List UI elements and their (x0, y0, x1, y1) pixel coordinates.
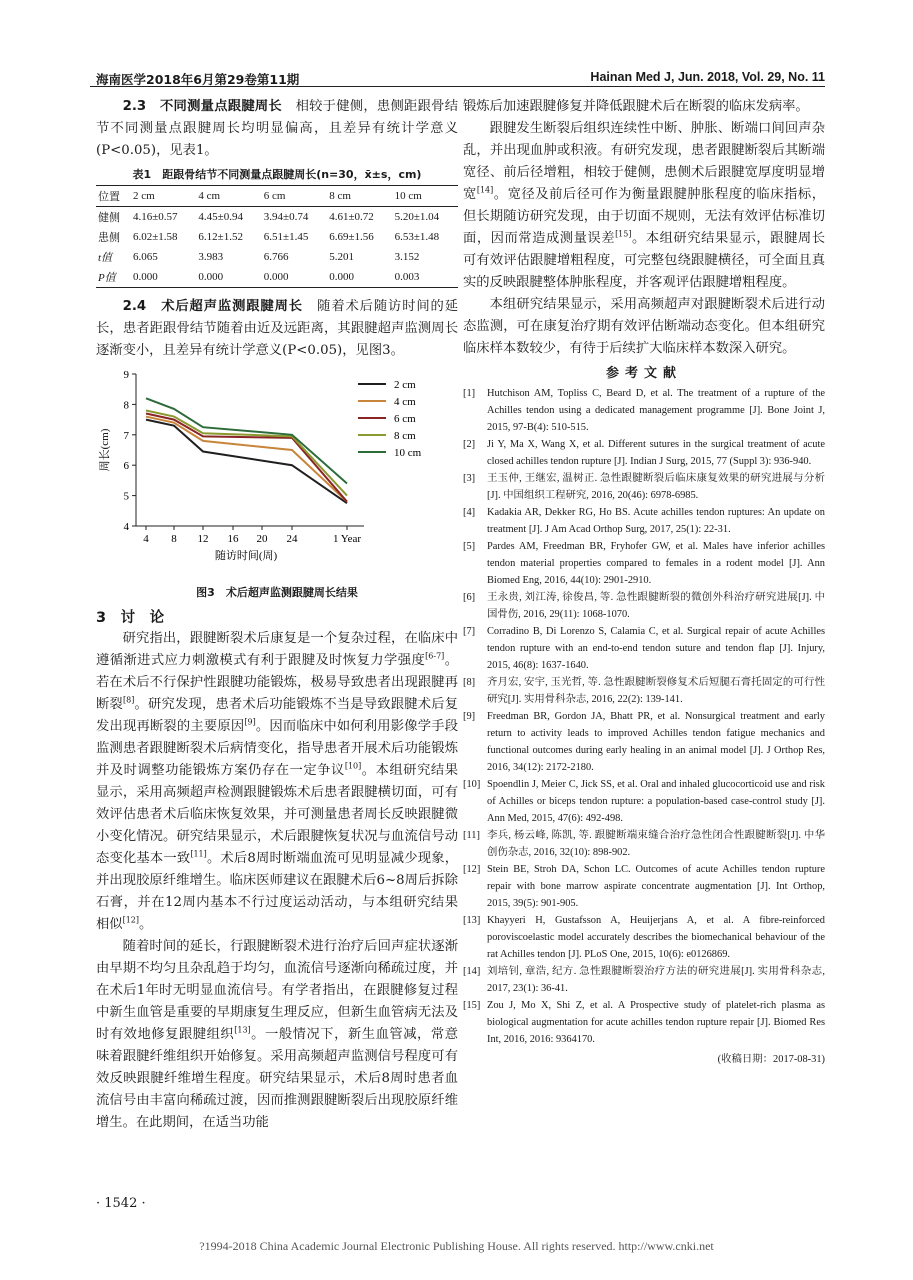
reference-text: Hutchison AM, Topliss C, Beard D, et al. The treatment of a rupture of the Achilles tendon using a dedicated management programme [J]. Bone Joint J, 2015, 97-B(4): 510-515. (487, 388, 825, 433)
section-2-3 (96, 96, 458, 162)
reference-text: Kadakia AR, Dekker RG, Ho BS. Acute achilles tendon ruptures: An update on treatment [J]. J Am Acad Orthop Surg, 2017, 25(1): 22-31. (487, 507, 825, 535)
discussion-paragraph-3 (463, 118, 825, 294)
reference-number: [14] (463, 966, 481, 977)
references-title: 参考文献 (605, 366, 682, 381)
table-cell: 0.000 (262, 267, 327, 288)
table-cell: 3.152 (394, 251, 420, 263)
x-tick-label: 12 (197, 533, 209, 545)
y-tick-label: 7 (123, 429, 129, 442)
x-axis-label: 随访时间(周) (214, 550, 278, 562)
y-tick-label: 6 (123, 460, 129, 473)
reference-text: Pardes AM, Freedman BR, Fryhofer GW, et al. Males have inferior achilles tendon material properties compared to females in a rodent model [J]. Ann Biomed Eng, 2016, 44(10): 2901-2910. (487, 541, 825, 586)
reference-number: [11] (463, 830, 480, 841)
reference-text: 齐月宏, 安宇, 玉光哲, 等. 急性跟腱断裂修复术后短腿石膏托固定的可行性研究[J]. 实用骨科杂志, 2016, 22(2): 139-141. (487, 677, 825, 705)
discussion-paragraph-4: 本组研究结果显示，采用高频超声对跟腱断裂术后进行动态监测，可在康复治疗期有效评估断端动态变化。但本组研究临床样本数较少，有待于后续扩大临床样本数深入研究。 (463, 297, 825, 356)
table-cell: 6.51±1.45 (263, 231, 309, 243)
legend-label: 2 cm (394, 379, 416, 391)
text-run: 。 (139, 917, 153, 932)
reference-text: Stein BE, Stroh DA, Schon LC. Outcomes of acute Achilles tendon rupture repair with bone marrow aspirate concentrate augmentation [J]. Int Orthop, 2015, 39(5): 901-905. (487, 864, 825, 909)
citation: [8] (122, 695, 135, 705)
reference-number: [7] (463, 626, 476, 637)
reference-item (463, 963, 825, 997)
reference-item (463, 708, 825, 776)
reference-text: 王永贵, 刘江涛, 徐俊昌, 等. 急性跟腱断裂的微创外科治疗研究进展[J]. 中国骨伤, 2016, 29(11): 1068-1070. (487, 592, 825, 620)
table-header-cell: 4 cm (196, 186, 261, 207)
reference-item (463, 589, 825, 623)
reference-text: 王玉仲, 王继宏, 温树正. 急性跟腱断裂后临床康复效果的研究进展与分析[J]. 中国组织工程研究, 2016, 20(46): 6978-6985. (487, 473, 825, 501)
discussion-paragraph-2 (96, 936, 458, 1134)
reference-item (463, 504, 825, 538)
y-tick-label: 5 (123, 490, 129, 503)
text-run: 。术后8周时断端血流可见明显减少现象，并出现胶原纤维增生。临床医师建议在跟腱术后6~8周后拆除石膏，并在12周内基本不行过度运动活动，与本组研究结果相似 (96, 851, 458, 932)
section-2-4-heading: 2.4 术后超声监测跟腱周长 (122, 299, 303, 314)
citation: [11] (190, 849, 207, 859)
text-run: 。一般情况下，新生血管减，常意味着跟腱纤维组织开始修复。采用高频超声监测信号程度可有效反映跟腱纤维增生程度。研究结果显示，术后8周时患者血流信号由丰富向稀疏过渡，因而推测跟腱断裂后出现胶原纤维增生。在此期间，在适当功能 (96, 1027, 459, 1130)
x-tick-label: 1 Year (332, 533, 362, 545)
reference-text: Ji Y, Ma X, Wang X, et al. Different sutures in the surgical treatment of acute closed achilles tendon rupture [J]. Indian J Surg, 2015, 77 (Suppl 3): 936-940. (487, 439, 825, 467)
series-line-2cm (146, 420, 347, 504)
reference-text: 李兵, 杨云峰, 陈凯, 等. 跟腱断端束缝合治疗急性闭合性跟腱断裂[J]. 中华创伤杂志, 2016, 32(10): 898-902. (487, 830, 825, 858)
x-tick-label: 24 (286, 533, 298, 545)
legend-label: 6 cm (394, 413, 416, 425)
citation: [6-7] (425, 651, 445, 661)
reference-number: [9] (463, 711, 476, 722)
reference-number: [5] (463, 541, 476, 552)
table-cell: 4.61±0.72 (329, 211, 374, 223)
reference-number: [13] (463, 915, 481, 926)
table-cell: t值 (98, 252, 113, 264)
table-header-cell: 位置 (96, 186, 131, 207)
reference-number: [3] (463, 473, 476, 484)
citation: [9] (244, 717, 256, 727)
table-cell: 6.53±1.48 (394, 231, 440, 243)
citation: [14] (476, 185, 494, 195)
table-cell: 3.983 (198, 251, 224, 263)
reference-text: Khayyeri H, Gustafsson A, Heuijerjans A, et al. A fibre-reinforced poroviscoelastic model accurately describes the biomechanical behaviour of the rat Achilles tendon [J]. PLoS One, 2015, 10(6): e0126869. (487, 915, 825, 960)
text-run: 。本组研究结果显示，跟腱周长可有效评估跟腱增粗程度，可完整包绕跟腱横径，可全面且真实的反映跟腱整体肿胀程度，并客观评估跟腱增粗程度。 (463, 231, 826, 290)
reference-item (463, 470, 825, 504)
y-tick-label: 4 (123, 521, 129, 533)
table-header-cell: 2 cm (131, 186, 196, 207)
reference-item (463, 623, 825, 674)
figure-3-caption: 图3 术后超声监测跟腱周长结果 (196, 586, 358, 599)
reference-list (463, 385, 825, 1048)
table-cell: 0.000 (131, 267, 196, 288)
reference-number: [1] (463, 388, 476, 399)
section-3-heading: 3 讨 论 (96, 610, 165, 626)
table-cell: 4.45±0.94 (198, 211, 243, 223)
reference-item (463, 674, 825, 708)
citation: [10] (344, 761, 362, 771)
table-cell: 6.02±1.58 (133, 231, 178, 243)
table-cell: 3.94±0.74 (263, 211, 309, 223)
reference-number: [6] (463, 592, 476, 603)
citation: [12] (122, 915, 140, 925)
table-cell: 6.69±1.56 (329, 231, 374, 243)
journal-header-left: 海南医学2018年6月第29卷第11期 (96, 72, 300, 87)
reference-item (463, 385, 825, 436)
citation: [13] (234, 1025, 251, 1035)
table-cell: P值 (96, 267, 131, 288)
reference-number: [12] (463, 864, 481, 875)
y-axis-label: 周长(cm) (99, 428, 111, 472)
table-header-cell: 8 cm (327, 186, 392, 207)
reference-number: [10] (463, 779, 481, 790)
table-header-cell: 10 cm (393, 186, 458, 207)
reference-item (463, 997, 825, 1048)
table-row (96, 207, 458, 228)
reference-text: Spoendlin J, Meier C, Jick SS, et al. Oral and inhaled glucocorticoid use and risk of Achilles or biceps tendon rupture: a population-based case-control study [J]. Ann Med, 2015, 47(6): 492-498. (487, 779, 825, 824)
reference-number: [8] (463, 677, 476, 688)
reference-number: [15] (463, 1000, 481, 1011)
text-run: 。若在术后不行保护性跟腱功能锻炼，极易导致患者出现跟腱再断裂 (96, 653, 459, 712)
section-2-4 (96, 296, 458, 362)
series-line-10cm (146, 398, 347, 483)
reference-item (463, 861, 825, 912)
left-column (96, 96, 458, 1134)
legend-label: 10 cm (394, 447, 422, 459)
header-rule (90, 86, 825, 87)
x-tick-label: 20 (256, 533, 268, 545)
reference-number: [2] (463, 439, 476, 450)
reference-item (463, 827, 825, 861)
table-cell: 5.201 (329, 251, 354, 263)
table-1-caption: 表1 距跟骨结节不同测量点跟腱周长(n=30，x̄±s，cm) (132, 168, 422, 181)
reference-item (463, 436, 825, 470)
reference-text: Zou J, Mo X, Shi Z, et al. A Prospective study of platelet-rich plasma as biological augmentation for acute achilles tendon rupture repair [J]. Biomed Res Int, 2016, 2016: 9364170. (487, 1000, 825, 1045)
table-1 (96, 185, 458, 288)
reference-number: [4] (463, 507, 476, 518)
table-header-cell: 6 cm (262, 186, 327, 207)
text-run: 。因而临床中如何利用影像学手段监测患者跟腱断裂术后病情变化，指导患者开展术后功能锻炼并及时调整功能锻炼方案仍存在一定争议 (96, 719, 459, 778)
page-number: · 1542 · (96, 1196, 146, 1211)
y-tick-label: 8 (123, 399, 129, 412)
reference-text: 刘培钊, 章浩, 纪方. 急性跟腱断裂治疗方法的研究进展[J]. 实用骨科杂志, 2017, 23(1): 36-41. (487, 966, 825, 994)
citation: [15] (615, 229, 632, 239)
copyright-footer: ?1994-2018 China Academic Journal Electronic Publishing House. All rights reserved. http://www.cnki.net (199, 1239, 714, 1253)
reference-text: Corradino B, Di Lorenzo S, Calamia C, et al. Surgical repair of acute Achilles tendon rupture with an end-to-end tendon suture and tendon flap [J]. Injury, 2015, 46(8): 1637-1640. (487, 626, 825, 671)
text-run: 研究指出，跟腱断裂术后康复是一个复杂过程，在临床中遵循渐进式应力刺激模式有利于跟腱及时恢复力学强度 (96, 631, 458, 668)
line-chart (96, 366, 458, 584)
table-cell: 0.003 (393, 267, 458, 288)
discussion-paragraph-1 (96, 628, 458, 936)
table-row (96, 227, 458, 247)
section-2-3-text: 相较于健侧，患侧距跟骨结节不同测量点跟腱周长均明显偏高，且差异有统计学意义(P<0.05)，见表1。 (96, 99, 459, 158)
text-run: 随着时间的延长，行跟腱断裂术进行治疗后回声症状逐渐由早期不均匀且杂乱趋于均匀，血流信号逐渐向稀疏过度，并在术后1年时无明显血流信号。有学者指出，在跟腱修复过程中新生血管是重要的早期康复生理反应，但新生血管病无法及时有效地修复跟腱组织 (96, 939, 458, 1042)
text-run: 。本组研究结果显示，采用高频超声检测跟腱锻炼术后患者跟腱横切面，可有效评估患者术后临床恢复效果，并可测量患者周长反映跟腱微小变化情况。研究结果显示，术后跟腱恢复状况与血流信号动态变化基本一致 (96, 763, 459, 866)
reference-text: Freedman BR, Gordon JA, Bhatt PR, et al. Nonsurgical treatment and early return to activity leads to improved Achilles tendon fatigue mechanics and functional outcomes during early healing in an animal model [J]. J Orthop Res, 2016, 34(12): 2172-2180. (487, 711, 825, 773)
text-run: 。宽径及前后径可作为衡量跟腱肿胀程度的临床指标，但长期随访研究发现，由于切面不规则，无法有效评估标准切面，因而常造成测量误差 (463, 187, 826, 246)
received-date: (收稿日期：2017-08-31) (717, 1054, 825, 1065)
section-2-3-heading: 2.3 不同测量点跟腱周长 (122, 99, 282, 114)
x-tick-label: 4 (143, 533, 149, 545)
y-tick-label: 9 (123, 369, 129, 381)
section-2-4-text: 随着术后随访时间的延长，患者距跟骨结节随着由近及远距离，其跟腱超声监测周长逐渐变小，且差异有统计学意义(P<0.05)，见图3。 (96, 299, 459, 358)
reference-item (463, 912, 825, 963)
table-cell: 患侧 (98, 232, 120, 244)
legend-label: 4 cm (394, 396, 416, 408)
x-tick-label: 16 (227, 533, 239, 545)
right-column (463, 96, 825, 1065)
table-header-row (96, 186, 458, 207)
text-run: 跟腱发生断裂后组织连续性中断、肿胀、断端口间回声杂乱，并出现血肿或积液。有研究发现，患者跟腱断裂后其断端宽径、前后径增粗，相较于健侧，患侧术后跟腱宽厚度明显增宽 (463, 121, 825, 202)
reference-item (463, 776, 825, 827)
table-row (96, 247, 458, 267)
table-cell: 4.16±0.57 (133, 211, 178, 223)
table-row (96, 267, 458, 288)
journal-header-right: Hainan Med J, Jun. 2018, Vol. 29, No. 11 (590, 70, 825, 84)
discussion-paragraph-2-continued: 锻炼后加速跟腱修复并降低跟腱术后在断裂的临床发病率。 (463, 99, 809, 114)
table-cell: 0.000 (196, 267, 261, 288)
figure-3 (96, 366, 458, 584)
table-cell: 0.000 (327, 267, 392, 288)
table-cell: 5.20±1.04 (394, 211, 440, 223)
x-tick-label: 8 (171, 533, 177, 545)
table-cell: 健侧 (98, 212, 120, 224)
text-run: 。研究发现，患者术后功能锻炼不当是导致跟腱术后复发出现再断裂的主要原因 (96, 697, 459, 734)
table-cell: 6.065 (133, 251, 158, 263)
table-cell: 6.766 (263, 251, 289, 263)
table-cell: 6.12±1.52 (198, 231, 243, 243)
legend-label: 8 cm (394, 430, 416, 442)
reference-item (463, 538, 825, 589)
